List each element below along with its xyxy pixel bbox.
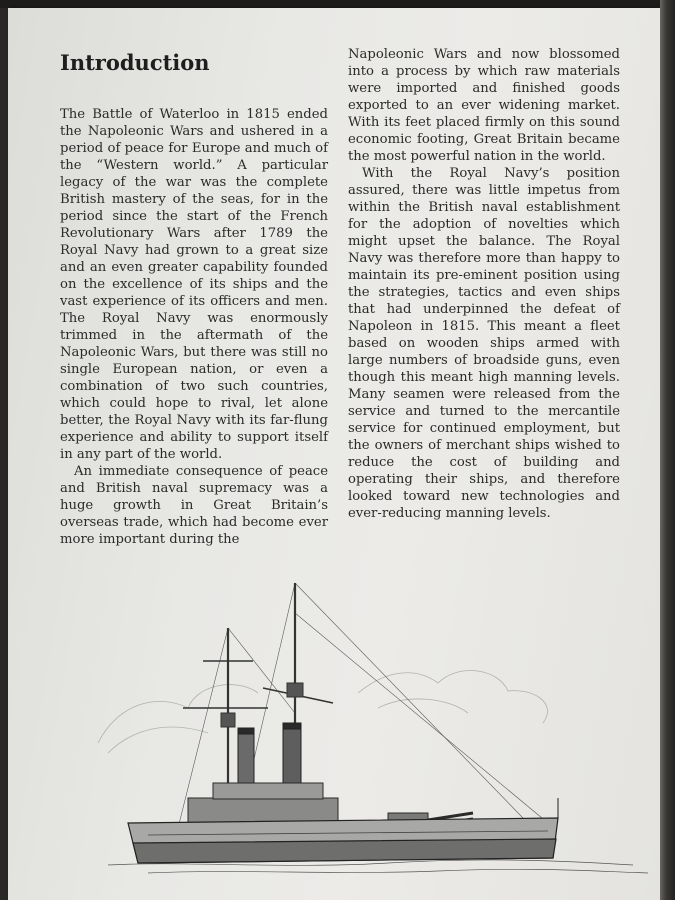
- paragraph: The Battle of Waterloo in 1815 ended the Napoleonic Wars and ushered in a period of peace for Europe and much of the “Western world.” A particular legacy of the war was the complete British mastery of the seas, for in the period since the start of the French Revolutionary Wars after 1789 the Royal Navy had grown to a great size and an even greater capability founded on the excellence of its ships and the vast experience of its officers and men. The Royal Navy was enormously trimmed in the aftermath of the Napoleonic Wars, but there was still no single European nation, or even a combination of two such countries, which could hope to rival, let alone better, the Royal Navy with its far-flung experience and ability to support itself in any part of the world.: [60, 107, 328, 462]
- left-column: [60, 46, 328, 548]
- paragraph: An immediate consequence of peace and British naval supremacy was a huge growth in Great Britain’s overseas trade, which had become ever more important during the: [60, 464, 328, 547]
- masts: [183, 583, 333, 808]
- battleship-illustration: [88, 573, 658, 883]
- book-page: [8, 8, 660, 900]
- page-edge-shadow: [660, 0, 675, 900]
- paragraph: With the Royal Navy’s position assured, there was little impetus from within the British naval establishment for the adoption of novelties which might upset the balance. The Royal Navy was therefore more than happy to maintain its pre-eminent position using the strategies, tactics and even ships that had underpinned the defeat of Napoleon in 1815. This meant a fleet based on wooden ships armed with large numbers of broadside guns, even though this meant high manning levels. Many seamen were released from the service and turned to the mercantile service for continued employment, but the owners of merchant ships wished to reduce the cost of building and operating their ships, and therefore looked toward new technologies and ever-reducing manning levels.: [348, 166, 620, 521]
- scan-top-border: [0, 0, 675, 8]
- right-column: [348, 46, 620, 522]
- paragraph: Napoleonic Wars and now blossomed into a process by which raw materials were imported and finished goods exported to an ever widening market. With its feet placed firmly on this sound economic footing, Great Britain became the most powerful nation in the world.: [348, 47, 620, 164]
- smoke-cloud: [98, 671, 548, 753]
- page-title: Introduction: [60, 50, 210, 75]
